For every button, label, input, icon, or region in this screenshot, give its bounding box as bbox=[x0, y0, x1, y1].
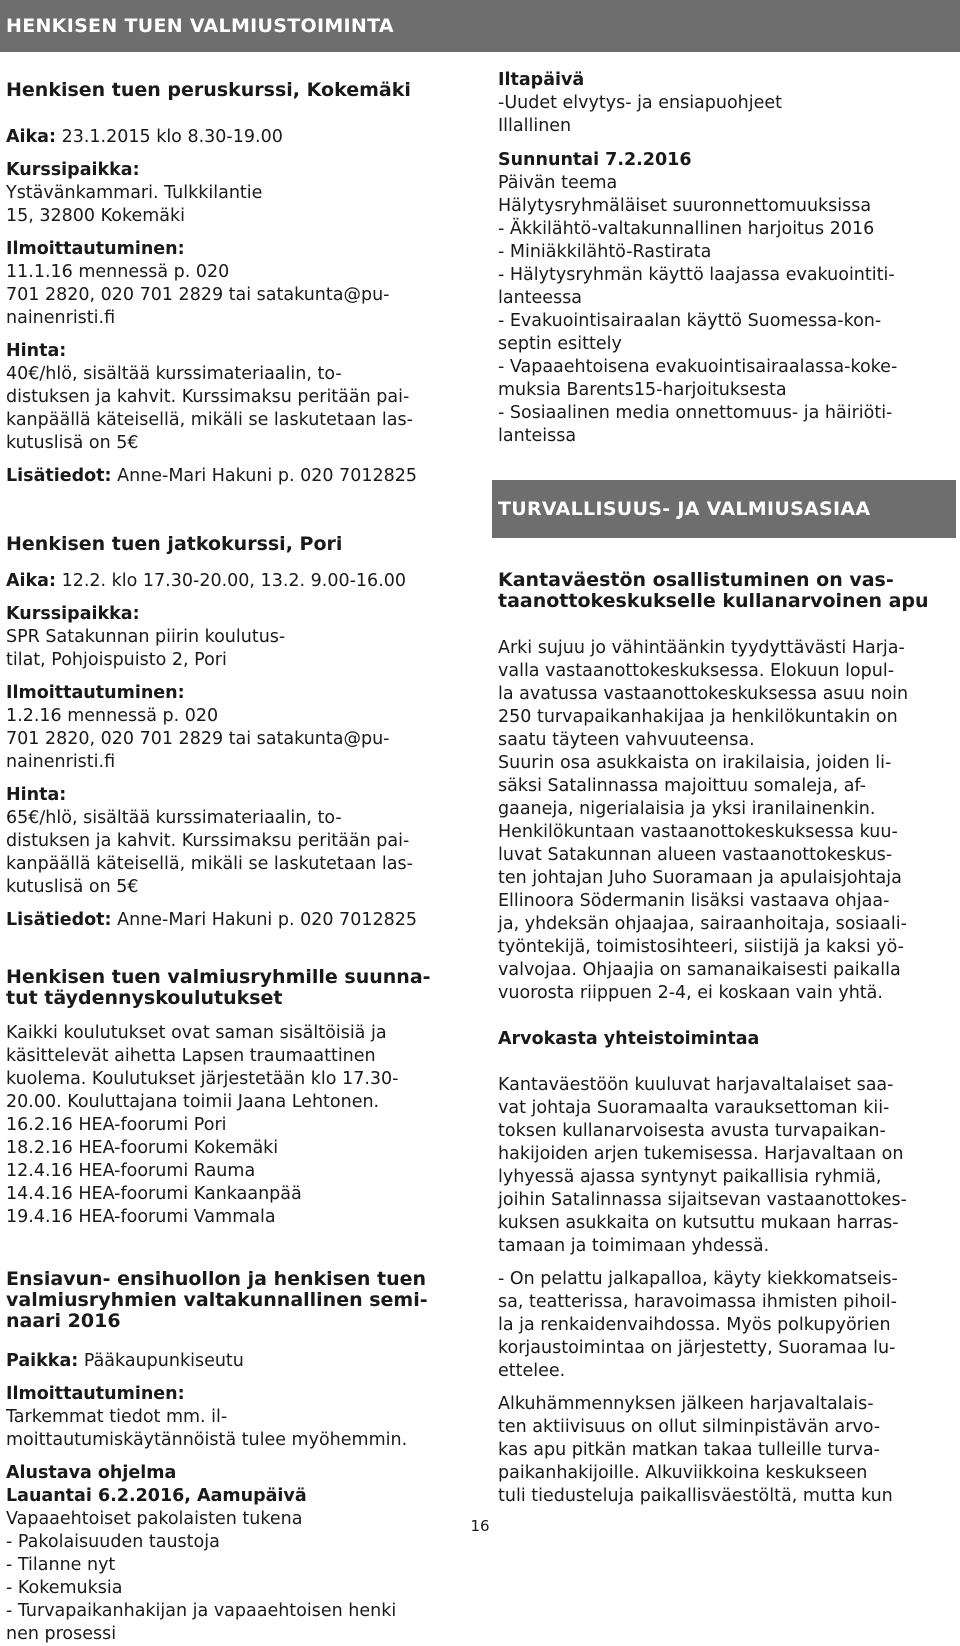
iltapaiva-title: Iltapäivä bbox=[498, 70, 585, 90]
banner-title: HENKISEN TUEN VALMIUSTOIMINTA bbox=[6, 15, 394, 37]
jatkokurssi-aika: Aika: 12.2. klo 17.30-20.00, 13.2. 9.00-16.00 bbox=[6, 571, 407, 591]
jatkokurssi-paikka: Kurssipaikka: SPR Satakunnan piirin koulutus- tilat, Pohjoispuisto 2, Pori bbox=[6, 604, 286, 670]
article-title: Kantaväestön osallistuminen on vas- taanottokeskukselle kullanarvoinen apu bbox=[498, 569, 929, 612]
sunnuntai-title: Sunnuntai 7.2.2016 bbox=[498, 150, 692, 170]
hea-foorumi-item: 16.2.16 HEA-foorumi Pori bbox=[6, 1115, 227, 1135]
lauantai-program: Vapaaehtoiset pakolaisten tukena - Pakolaisuuden taustoja - Tilanne nyt - Kokemuksia - Turvapaikanhakijan ja vapaaehtoisen henki nen prosessi bbox=[6, 1509, 397, 1644]
right-column-program bbox=[498, 69, 956, 448]
jatkokurssi-title: Henkisen tuen jatkokurssi, Pori bbox=[6, 533, 343, 555]
article-paragraph: Arki sujuu jo vähintäänkin tyydyttävästi Harja- valla vastaanottokeskuksessa. Elokuun lopul- la avatussa vastaanottokeskuksessa asuu noin 250 turvapaikanhakijaa ja henkilökuntakin on saatu täyteen vahvuuteensa. Suurin osa asukkaista on irakilaisia, joiden li- säksi Satalinnassa majoittuu somaleja, af- gaaneja, nigerialaisia ja yksi iranilainenkin. Henkilökuntaan vastaanottokeskuksessa kuu- luvat Satakunnan alueen vastaanottokeskus- ten johtajan Juho Suoramaan ja apulaisjohtaja Ellinoora Södermanin lisäksi vastaava ohjaa- ja, yhdeksän ohjaajaa, sairaanhoitaja, sosiaali- työntekijä, toimistosihteeri, siistijä ja kaksi yö- valvojaa. Ohjaajia on samanaikaisesti paikalla vuorosta riippuen 2-4, ei koskaan vain yhtä. bbox=[498, 638, 909, 1003]
article-paragraph: - On pelattu jalkapalloa, käyty kiekkomatseis- sa, teatterissa, haravoimassa ihmisten pihoil- la ja renkaidenvaihdossa. Myös polkupyörien korjaustoimintaa on järjestetty, Suoramaa lu- ettelee. bbox=[498, 1269, 898, 1381]
peruskurssi-title: Henkisen tuen peruskurssi, Kokemäki bbox=[6, 79, 411, 101]
hea-foorumi-item: 12.4.16 HEA-foorumi Rauma bbox=[6, 1161, 256, 1181]
hea-foorumi-item: 14.4.16 HEA-foorumi Kankaanpää bbox=[6, 1184, 302, 1204]
peruskurssi-aika: Aika: 23.1.2015 klo 8.30-19.00 bbox=[6, 127, 283, 147]
seminaari-paikka: Paikka: Pääkaupunkiseutu bbox=[6, 1351, 244, 1371]
article-subhead: Arvokasta yhteistoimintaa bbox=[498, 1029, 760, 1049]
hea-foorumi-item: 19.4.16 HEA-foorumi Vammala bbox=[6, 1207, 276, 1227]
jatkokurssi-hinta: Hinta: 65€/hlö, sisältää kurssimateriaalin, to- distuksen ja kahvit. Kurssimaksu peritään pai- kanpäällä käteisellä, mikäli se laskutetaan las- kutuslisä on 5€ bbox=[6, 785, 413, 897]
seminaari-ilmoittautuminen: Ilmoittautuminen: Tarkemmat tiedot mm. il- moittautumiskäytännöistä tulee myöhemmin. bbox=[6, 1384, 408, 1450]
lauantai-title: Lauantai 6.2.2016, Aamupäivä bbox=[6, 1486, 307, 1506]
section-banner-henkisen-tuen bbox=[0, 0, 960, 52]
section-banner-turvallisuus bbox=[492, 480, 956, 538]
page-number: 16 bbox=[470, 1517, 490, 1535]
peruskurssi-ilmoittautuminen: Ilmoittautuminen: 11.1.16 mennessä p. 020 701 2820, 020 701 2829 tai satakunta@pu- nainenristi.fi bbox=[6, 239, 390, 328]
ohjelma-title: Alustava ohjelma bbox=[6, 1463, 177, 1483]
iltapaiva-program: -Uudet elvytys- ja ensiapuohjeet Illallinen bbox=[498, 93, 783, 136]
peruskurssi-lisatiedot: Lisätiedot: Anne-Mari Hakuni p. 020 7012825 bbox=[6, 466, 417, 486]
banner-title: TURVALLISUUS- JA VALMIUSASIAA bbox=[498, 498, 871, 520]
valmiusryhmille-title: Henkisen tuen valmiusryhmille suunna- tut täydennyskoulutukset bbox=[6, 966, 431, 1009]
seminaari-title: Ensiavun- ensihuollon ja henkisen tuen valmiusryhmien valtakunnallinen semi- naari 2016 bbox=[6, 1268, 428, 1332]
right-column-article bbox=[498, 570, 958, 1508]
peruskurssi-hinta: Hinta: 40€/hlö, sisältää kurssimateriaalin, to- distuksen ja kahvit. Kurssimaksu peritään pai- kanpäällä käteisellä, mikäli se laskutetaan las- kutuslisä on 5€ bbox=[6, 341, 413, 453]
peruskurssi-paikka: Kurssipaikka: Ystävänkammari. Tulkkilantie 15, 32800 Kokemäki bbox=[6, 160, 263, 226]
hea-foorumi-item: 18.2.16 HEA-foorumi Kokemäki bbox=[6, 1138, 279, 1158]
article-paragraph: Kantaväestöön kuuluvat harjavaltalaiset saa- vat johtaja Suoramaalta varauksettoman kii- toksen kullanarvoisesta avusta turvapaikan- hakijoiden arjen tukemisessa. Harjavaltaan on lyhyessä ajassa syntynyt paikallisia ryhmiä, joihin Satalinnassa sijaitsevan vastaanottokes- kuksen asukkaita on kutsuttu mukaan harras- tamaan ja toimimaan yhdessä. bbox=[498, 1075, 907, 1256]
left-column bbox=[6, 80, 481, 1646]
valmiusryhmille-body: Kaikki koulutukset ovat saman sisältöisiä ja käsittelevät aihetta Lapsen traumaattinen kuolema. Koulutukset järjestetään klo 17.30- 20.00. Kouluttajana toimii Jaana Lehtonen. 16.2.16 HEA-foorumi Pori 18.2.16 HEA-foorumi Kokemäki 12.4.16 HEA-foorumi Rauma 14.4.16 HEA-foorumi Kankaanpää 19.4.16 HEA-foorumi Vammala bbox=[6, 1022, 481, 1229]
jatkokurssi-ilmoittautuminen: Ilmoittautuminen: 1.2.16 mennessä p. 020 701 2820, 020 701 2829 tai satakunta@pu- nainenristi.fi bbox=[6, 683, 390, 772]
sunnuntai-program: Päivän teema Hälytysryhmäläiset suuronnettomuuksissa - Äkkilähtö-valtakunnallinen harjoitus 2016 - Miniäkkilähtö-Rastirata - Hälytysryhmän käyttö laajassa evakuointiti- lanteessa - Evakuointisairaalan käyttö Suomessa-kon- septin esittely - Vapaaehtoisena evakuointisairaalassa-koke- muksia Barents15-harjoituksesta - Sosiaalinen media onnettomuus- ja häiriöti- lanteissa bbox=[498, 173, 898, 446]
article-paragraph: Alkuhämmennyksen jälkeen harjavaltalais- ten aktiivisuus on ollut silminpistävän arvo- kas apu pitkän matkan takaa tulleille turva- paikanhakijoille. Alkuviikkoina keskukseen tuli tiedusteluja paikallisväestöltä, mutta kun bbox=[498, 1394, 893, 1506]
jatkokurssi-lisatiedot: Lisätiedot: Anne-Mari Hakuni p. 020 7012825 bbox=[6, 910, 417, 930]
